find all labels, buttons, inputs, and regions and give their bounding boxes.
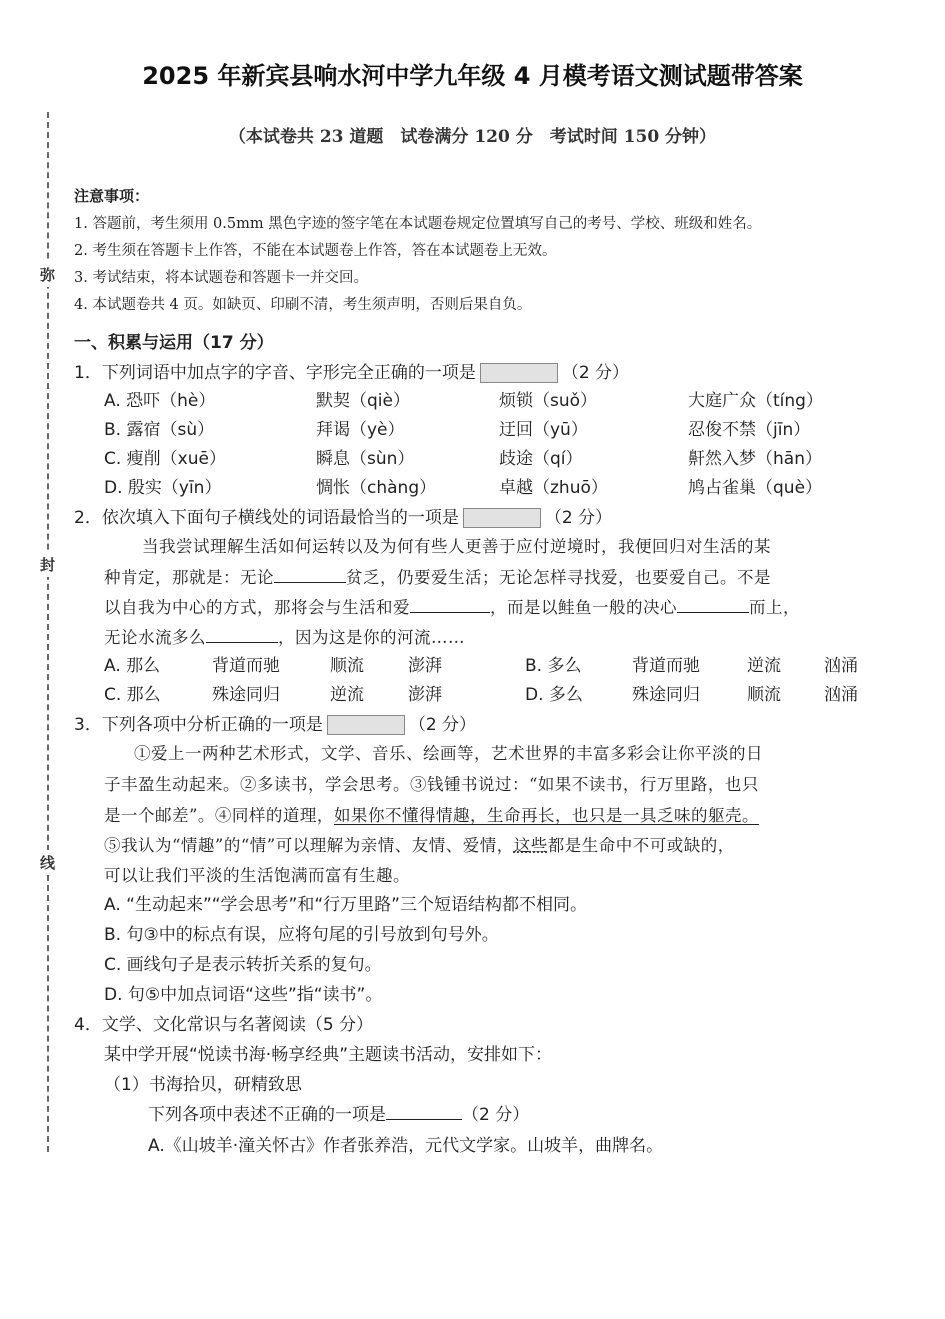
fill-blank <box>410 596 490 613</box>
q1-option-word: 大庭广众（tíng） <box>688 391 823 411</box>
binding-char-xian: 线 <box>40 850 55 875</box>
q2-text: 贫乏，仍要爱生活；无论怎样寻找爱，也要爱自己。不是 <box>346 568 771 587</box>
q2-option: D. 多么 <box>525 685 583 705</box>
q2-passage-line <box>104 624 465 648</box>
q1-stem-text: 1．下列词语中加点字的字音、字形完全正确的一项是 <box>74 363 476 383</box>
q3-passage-line <box>104 832 735 856</box>
page-title: 2025 年新宾县响水河中学九年级 4 月模考语文测试题带答案 <box>142 62 803 90</box>
q2-option-word: 顺流 <box>330 656 364 676</box>
q4-sub-heading: （1）书海拾贝，研精致思 <box>104 1075 302 1095</box>
q2-text: ，因为这是你的河流…… <box>278 628 465 647</box>
q3-option: B. 句③中的标点有误，应将句尾的引号放到句号外。 <box>104 925 499 945</box>
underlined-sentence: 如果你不懂得情趣，生命再长，也只是一具乏味的躯壳。 <box>333 806 759 825</box>
q1-option-word: 惆怅（chàng） <box>316 478 437 498</box>
q2-stem-text: 2．依次填入下面句子横线处的词语最恰当的一项是 <box>74 508 459 528</box>
notice-item: 1. 答题前，考生须用 0.5mm 黑色字迹的签字笔在本试题卷规定位置填写自己的考号、学校、班级和姓名。 <box>74 216 762 232</box>
q2-text: 以自我为中心的方式，那将会与生活和爱 <box>104 598 410 617</box>
q2-score: （2 分） <box>544 508 613 528</box>
q4-intro: 某中学开展“悦读书海·畅享经典”主题读书活动，安排如下： <box>104 1045 553 1065</box>
q1-score: （2 分） <box>561 363 630 383</box>
q4-option: A.《山坡羊·潼关怀古》作者张养浩，元代文学家。山坡羊，曲牌名。 <box>148 1136 664 1156</box>
q2-text: 无论水流多么 <box>104 628 206 647</box>
q1-option-word: 迂回（yū） <box>499 420 588 440</box>
q1-option-word: 烦锁（suǒ） <box>499 391 598 411</box>
q2-option-word: 殊途同归 <box>632 685 700 705</box>
q2-option: A. 那么 <box>104 656 161 676</box>
answer-blank[interactable] <box>327 715 405 735</box>
q3-passage-line: 可以让我们平淡的生活饱满而富有生趣。 <box>104 866 410 885</box>
binding-char-mi: 弥 <box>40 262 55 287</box>
q2-option-word: 澎湃 <box>408 656 442 676</box>
notice-item: 2. 考生须在答题卡上作答，不能在本试题卷上作答，答在本试题卷上无效。 <box>74 243 557 259</box>
q2-text: ，而是以鲑鱼一般的决心 <box>490 598 677 617</box>
q1-option-word: 鸠占雀巢（què） <box>688 478 823 498</box>
q3-stem <box>74 710 476 735</box>
fill-blank <box>386 1103 462 1120</box>
q1-option-word: 默契（qiè） <box>316 391 410 411</box>
q1-option: A. 恐吓（hè） <box>104 391 216 411</box>
q2-option-word: 顺流 <box>747 685 781 705</box>
fill-blank <box>677 596 749 613</box>
q2-option-word: 汹涌 <box>824 685 858 705</box>
q2-option-word: 背道而驰 <box>212 656 280 676</box>
q1-option-word: 歧途（qí） <box>499 449 583 469</box>
q3-passage-line: 子丰盈生动起来。②多读书，学会思考。③钱锺书说过：“如果不读书，行万里路，也只 <box>104 775 759 794</box>
q3-text: 是一个邮差”。④同样的道理， <box>104 806 334 825</box>
q2-option-word: 背道而驰 <box>632 656 700 676</box>
notice-heading: 注意事项： <box>74 187 150 205</box>
q3-option: A. “生动起来”“学会思考”和“行万里路”三个短语结构都不相同。 <box>104 895 587 915</box>
q1-option-word: 鼾然入梦（hān） <box>688 449 822 469</box>
q1-option-word: 拜谒（yè） <box>316 420 405 440</box>
q1-option-word: 忍俊不禁（jīn） <box>688 420 811 440</box>
q3-text: ⑤我认为“情趣”的“情”可以理解为亲情、友情、爱情， <box>104 836 514 855</box>
q3-passage-line: ①爱上一两种艺术形式，文学、音乐、绘画等，艺术世界的丰富多彩会让你平淡的日 <box>134 744 763 763</box>
q3-passage-line <box>104 802 759 826</box>
fill-blank <box>206 626 278 643</box>
q2-passage-line <box>104 564 771 588</box>
section-heading: 一、积累与运用（17 分） <box>74 333 274 353</box>
q1-option: C. 瘦削（xuē） <box>104 449 226 469</box>
binding-char-feng: 封 <box>40 552 55 577</box>
q2-option: C. 那么 <box>104 685 161 705</box>
q2-passage-line <box>104 594 800 618</box>
answer-blank[interactable] <box>463 508 541 528</box>
q1-option: D. 殷实（yīn） <box>104 478 222 498</box>
answer-blank[interactable] <box>480 363 558 383</box>
exam-info: （本试卷共 23 道题 试卷满分 120 分 考试时间 150 分钟） <box>228 127 717 147</box>
q3-score: （2 分） <box>408 715 477 735</box>
fill-blank <box>274 566 346 583</box>
q2-option-word: 汹涌 <box>824 656 858 676</box>
q2-text: 种肯定，那就是：无论 <box>104 568 274 587</box>
q3-text: 都是生命中不可或缺的， <box>547 836 735 855</box>
notice-item: 3. 考试结束，将本试题卷和答题卡一并交回。 <box>74 270 368 286</box>
q4-sub-score: （2 分） <box>462 1105 530 1125</box>
q4-sub-stem-text: 下列各项中表述不正确的一项是 <box>148 1105 386 1125</box>
q2-text: 而上， <box>749 598 800 617</box>
notice-item: 4. 本试题卷共 4 页。如缺页、印刷不清，考生须声明，否则后果自负。 <box>74 297 532 313</box>
q1-option-word: 瞬息（sùn） <box>316 449 415 469</box>
q2-option: B. 多么 <box>525 656 582 676</box>
q1-option-word: 卓越（zhuō） <box>499 478 608 498</box>
dotted-word: 这些 <box>513 836 548 855</box>
q2-passage-line: 当我尝试理解生活如何运转以及为何有些人更善于应付逆境时，我便回归对生活的某 <box>142 537 771 556</box>
q1-option: B. 露宿（sù） <box>104 420 215 440</box>
q2-option-word: 澎湃 <box>408 685 442 705</box>
q3-option: D. 句⑤中加点词语“这些”指“读书”。 <box>104 985 383 1005</box>
q2-stem <box>74 503 612 528</box>
q2-option-word: 殊途同归 <box>212 685 280 705</box>
q3-stem-text: 3．下列各项中分析正确的一项是 <box>74 715 323 735</box>
q2-option-word: 逆流 <box>330 685 364 705</box>
q2-option-word: 逆流 <box>747 656 781 676</box>
q4-stem: 4．文学、文化常识与名著阅读（5 分） <box>74 1015 374 1035</box>
q1-stem <box>74 358 629 383</box>
q3-option: C. 画线句子是表示转折关系的复句。 <box>104 955 382 975</box>
q4-sub-stem <box>148 1100 529 1125</box>
